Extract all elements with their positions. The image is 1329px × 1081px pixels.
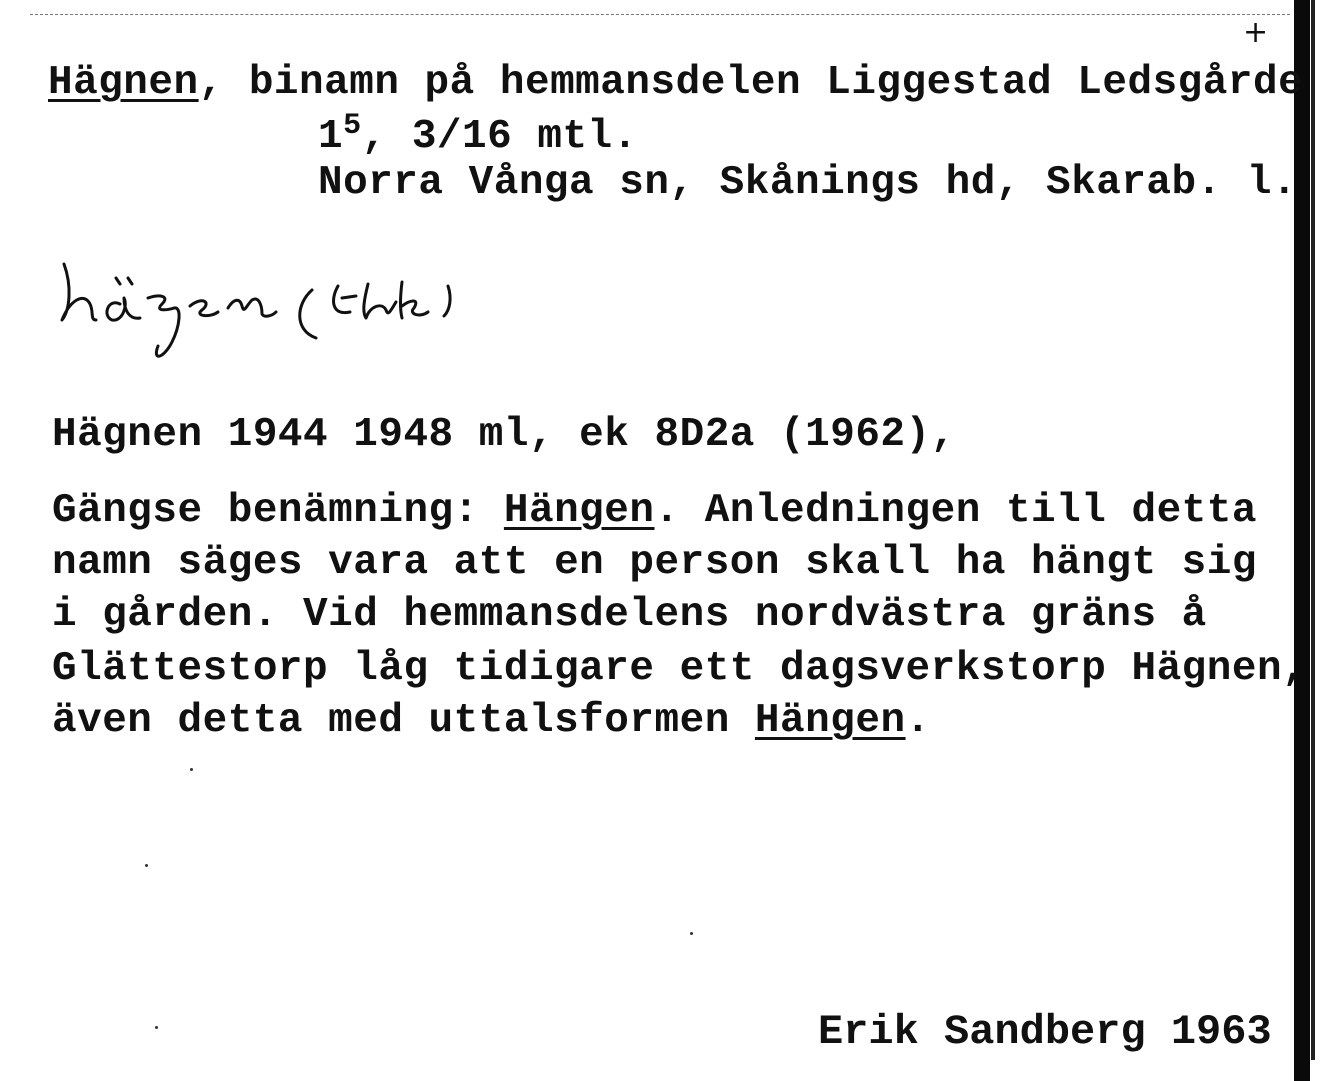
body-line-5-pre: även detta med uttalsformen <box>52 698 755 744</box>
dialect-form-2: Hängen <box>754 698 906 744</box>
signature: Erik Sandberg 1963 <box>818 1008 1272 1056</box>
cross-mark-icon: + <box>1243 15 1269 50</box>
scan-speck <box>690 932 693 935</box>
body-line-4: Glättestorp låg tidigare ett dagsverkstorp Hägnen, <box>52 646 1308 692</box>
heading-line-2-sup: 5 <box>343 109 362 143</box>
heading-line-2-rest: , 3/16 mtl. <box>361 114 638 160</box>
handwritten-pronunciation <box>50 246 530 376</box>
heading-line-1 <box>48 60 1303 106</box>
sources-line: Hägnen 1944 1948 ml, ek 8D2a (1962), <box>52 412 956 458</box>
heading-line-1-rest: , binamn på hemmansdelen Liggestad Ledsgårde <box>198 60 1304 106</box>
body-line-1-post: . Anledningen till detta <box>654 488 1257 534</box>
top-dashed-rule <box>30 14 1290 15</box>
heading-line-3: Norra Vånga sn, Skånings hd, Skarab. l. <box>318 160 1298 206</box>
place-name: Hägnen <box>48 60 199 106</box>
body-line-2: namn säges vara att en person skall ha hängt sig <box>52 540 1257 586</box>
heading-line-2-num: 1 <box>318 114 344 160</box>
body-line-3: i gården. Vid hemmansdelens nordvästra gräns å <box>52 592 1207 638</box>
body-line-5 <box>52 698 931 744</box>
body-line-5-post: . <box>905 698 931 744</box>
scan-speck <box>145 864 148 867</box>
body-line-1-pre: Gängse benämning: <box>52 488 504 534</box>
body-line-1 <box>52 488 1257 534</box>
scan-speck <box>190 768 193 771</box>
card-right-edge-shadow <box>1311 0 1315 1060</box>
dialect-form: Hängen <box>503 488 655 534</box>
scan-speck <box>155 1026 158 1029</box>
heading-line-2 <box>318 109 638 163</box>
